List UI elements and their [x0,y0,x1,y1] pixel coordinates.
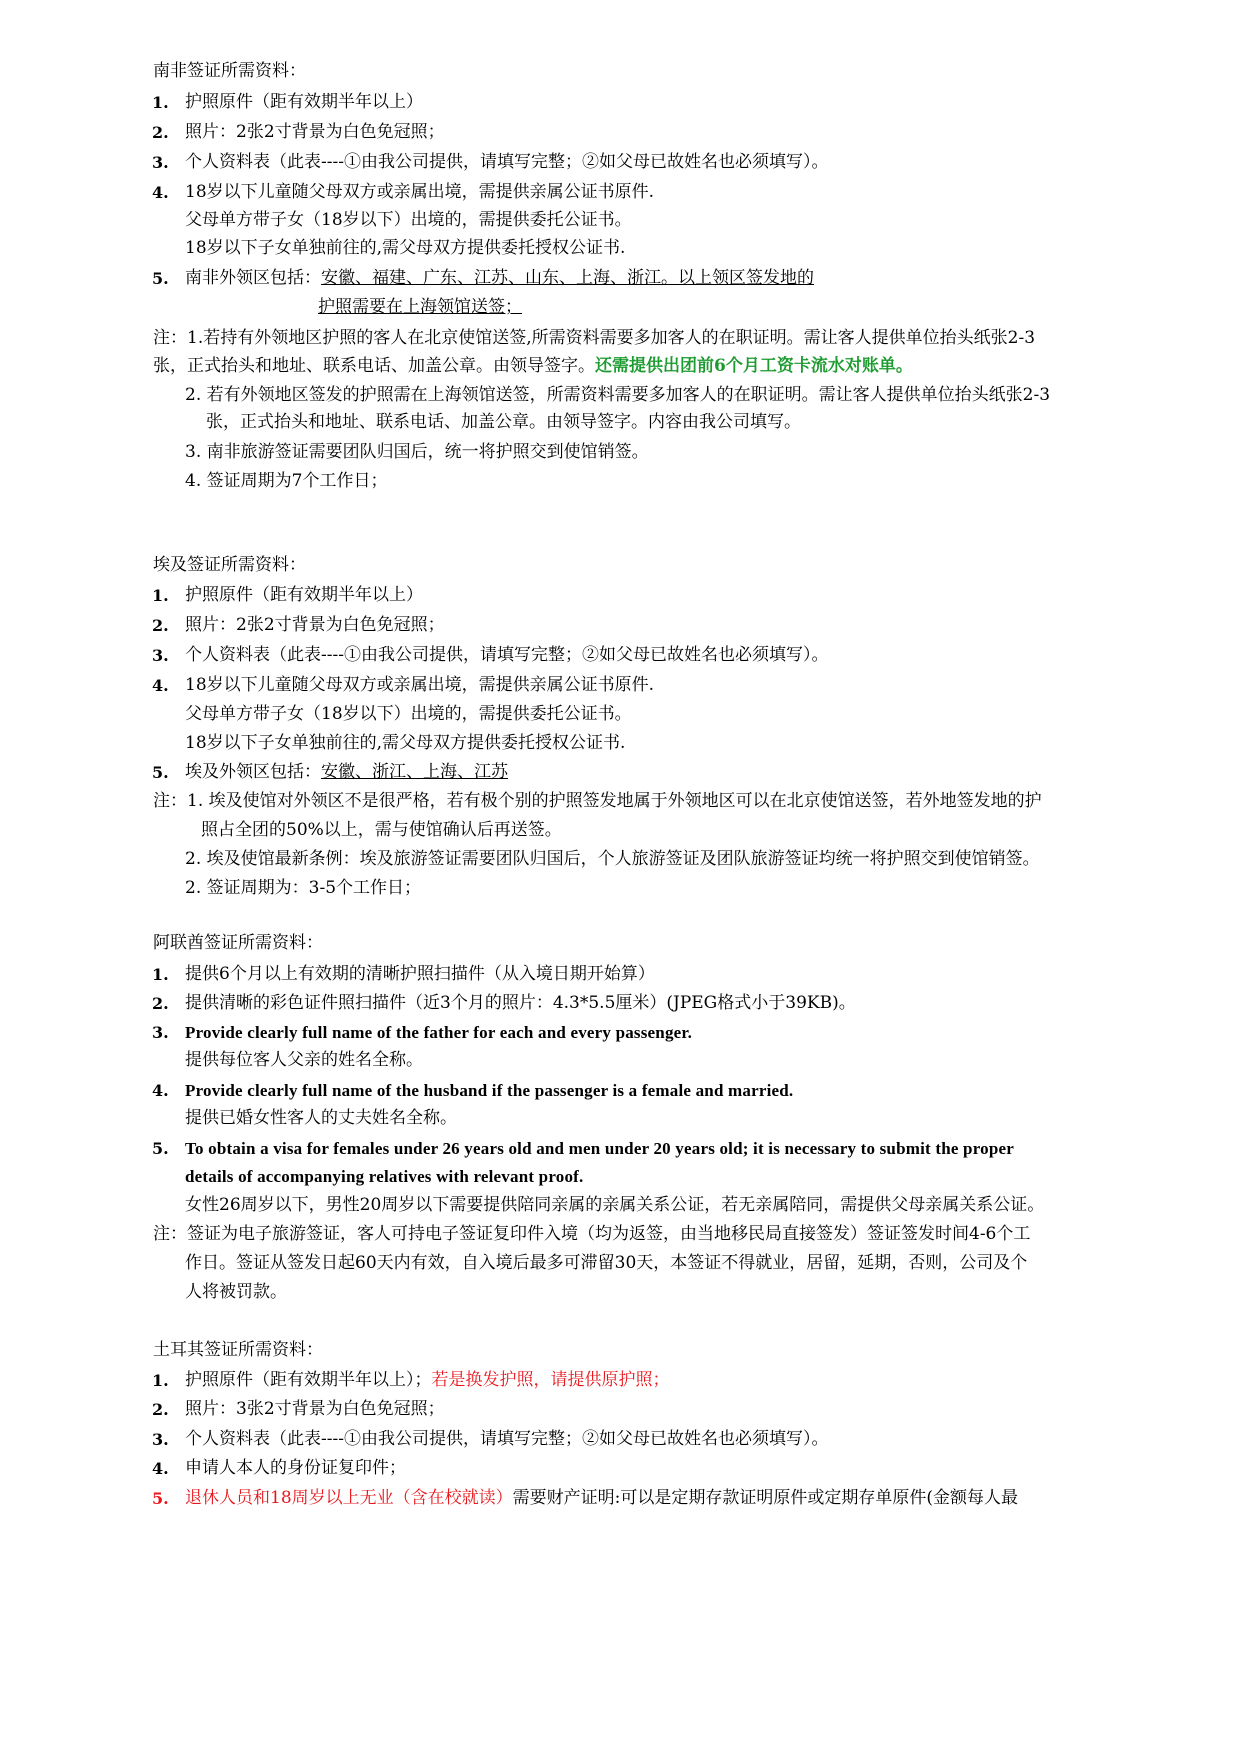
list-item: 提供6个月以上有效期的清晰护照扫描件（从入境日期开始算） [185,964,655,984]
list-item: Provide clearly full name of the husband if the passenger is a female and married. [185,1081,794,1100]
list-number: 5. [152,763,169,782]
list-item-continuation: 护照需要在上海领馆送签； [318,297,522,317]
list-item-continuation: 提供每位客人父亲的姓名全称。 [185,1050,423,1070]
consular-region-list: 安徽、浙江、上海、江苏 [321,762,508,782]
list-item [185,270,814,287]
list-number: 2. [152,123,169,142]
list-item-continuation: details of accompanying relatives with relevant proof. [185,1167,584,1186]
list-item: 护照原件（距有效期半年以上） [185,585,423,605]
note-text: 签证周期为7个工作日； [206,471,388,491]
note-highlight: 还需提供出团前6个月工资卡流水对账单。 [595,356,913,376]
note-text: 埃及使馆对外领区不是很严格，若有极个别的护照签发地属于外领地区可以在北京使馆送签，若外地签发地的护 [208,791,1042,811]
list-number: 1. [152,1371,169,1390]
note-item-continuation: 照占全团的50%以上，需与使馆确认后再送签。 [201,820,562,840]
list-item-continuation: 父母单方带子女（18岁以下）出境的，需提供委托公证书。 [185,210,632,230]
list-number: 5. [152,1489,169,1508]
note-item [185,473,387,490]
list-item-continuation: 父母单方带子女（18岁以下）出境的，需提供委托公证书。 [185,704,632,724]
note-item [185,880,421,897]
note-item-continuation: 作日。签证从签发日起60天内有效，自入境后最多可滞留30天，本签证不得就业，居留，延期，否则，公司及个 [185,1253,1028,1273]
note-item-continuation: 人将被罚款。 [185,1282,287,1302]
note-item [153,1226,1030,1243]
note-item [153,793,1042,810]
list-item: 照片：3张2寸背景为白色免冠照； [185,1399,445,1419]
list-item-continuation: 提供已婚女性客人的丈夫姓名全称。 [185,1108,457,1128]
note-prefix: 2. [185,849,202,869]
list-number: 3. [152,1023,169,1042]
note-item-continuation: 张，正式抬头和地址、联系电话、加盖公章。由领导签字。内容由我公司填写。 [206,412,801,432]
list-number: 3. [152,646,169,665]
list-item: 申请人本人的身份证复印件； [185,1458,406,1478]
note-text: 南非旅游签证需要团队归国后，统一将护照交到使馆销签。 [206,442,649,462]
section-title-egypt: 埃及签证所需资料： [153,555,306,575]
note-text: 签证为电子旅游签证，客人可持电子签证复印件入境（均为返签，由当地移民局直接签发）签证签发时间4-6个工 [187,1224,1031,1244]
list-item: 个人资料表（此表----①由我公司提供，请填写完整；②如父母已故姓名也必须填写）。 [185,152,829,172]
list-item: 个人资料表（此表----①由我公司提供，请填写完整；②如父母已故姓名也必须填写）。 [185,645,829,665]
list-item-continuation: 18岁以下子女单独前往的,需父母双方提供委托授权公证书. [185,733,626,753]
list-number: 1. [152,965,169,984]
section-title-south-africa: 南非签证所需资料： [153,61,306,81]
list-number: 4. [152,1459,169,1478]
list-item-prefix: 南非外领区包括： [185,268,321,288]
list-item: 护照原件（距有效期半年以上） [185,92,423,112]
list-item: 照片：2张2寸背景为白色免冠照； [185,615,445,635]
note-text: 若持有外领地区护照的客人在北京使馆送签,所需资料需要多加客人的在职证明。需让客人提供单位抬头纸张2-3 [203,328,1036,348]
list-number: 3. [152,1430,169,1449]
note-prefix: 3. [185,442,202,462]
list-item-prefix: 埃及外领区包括： [185,762,321,782]
note-text: 签证周期为：3-5个工作日； [206,878,422,898]
section-title-uae: 阿联酋签证所需资料： [153,933,323,953]
list-number: 5. [152,269,169,288]
list-number: 1. [152,586,169,605]
list-item-continuation: 18岁以下子女单独前往的,需父母双方提供委托授权公证书. [185,238,626,258]
list-item-highlight: 退休人员和18周岁以上无业（含在校就读） [185,1488,513,1508]
note-prefix: 4. [185,471,202,491]
list-item: To obtain a visa for females under 26 years old and men under 20 years old; it is necessary to submit the proper [185,1139,1014,1158]
list-number: 3. [152,153,169,172]
note-prefix: 注： [153,1224,187,1244]
list-item: 照片：2张2寸背景为白色免冠照； [185,122,445,142]
note-item [185,387,1050,404]
list-number: 4. [152,676,169,695]
list-item [185,764,508,781]
note-item-continuation [153,358,913,375]
list-item [185,1372,670,1389]
list-number: 5. [152,1139,169,1158]
list-item-continuation: 女性26周岁以下，男性20周岁以下需要提供陪同亲属的亲属关系公证，若无亲属陪同，需提供父母亲属关系公证。 [185,1195,1045,1215]
list-item-highlight: 若是换发护照，请提供原护照； [431,1370,670,1390]
list-item: 提供清晰的彩色证件照扫描件（近3个月的照片：4.3*5.5厘米）(JPEG格式小于39KB)。 [185,993,856,1013]
note-text: 埃及使馆最新条例：埃及旅游签证需要团队归国后，个人旅游签证及团队旅游签证均统一将护照交到使馆销签。 [206,849,1040,869]
list-item-text: 护照原件（距有效期半年以上）； [185,1370,432,1390]
section-title-turkey: 土耳其签证所需资料： [153,1340,323,1360]
list-number: 2. [152,616,169,635]
note-prefix: 注：1. [153,791,204,811]
list-number: 2. [152,1400,169,1419]
list-item: 18岁以下儿童随父母双方或亲属出境，需提供亲属公证书原件. [185,675,655,695]
note-text: 张，正式抬头和地址、联系电话、加盖公章。由领导签字。 [153,356,595,376]
list-number: 1. [152,93,169,112]
note-text: 若有外领地区签发的护照需在上海领馆送签，所需资料需要多加客人的在职证明。需让客人提供单位抬头纸张2-3 [206,385,1051,405]
note-item [185,851,1040,868]
list-item: 个人资料表（此表----①由我公司提供，请填写完整；②如父母已故姓名也必须填写）。 [185,1429,829,1449]
list-number: 4. [152,183,169,202]
note-item [185,444,649,461]
note-prefix: 2. [185,385,202,405]
list-item: Provide clearly full name of the father for each and every passenger. [185,1023,693,1042]
list-number: 2. [152,994,169,1013]
consular-region-list: 安徽、福建、广东、江苏、山东、上海、浙江。以上领区签发地的 [321,268,814,288]
note-prefix: 2. [185,878,202,898]
list-item [185,1490,1018,1507]
note-item [153,330,1035,347]
list-item: 18岁以下儿童随父母双方或亲属出境，需提供亲属公证书原件. [185,182,655,202]
list-item-text: 需要财产证明:可以是定期存款证明原件或定期存单原件(金额每人最 [512,1488,1018,1508]
list-number: 4. [152,1081,169,1100]
note-prefix: 注：1. [153,328,204,348]
